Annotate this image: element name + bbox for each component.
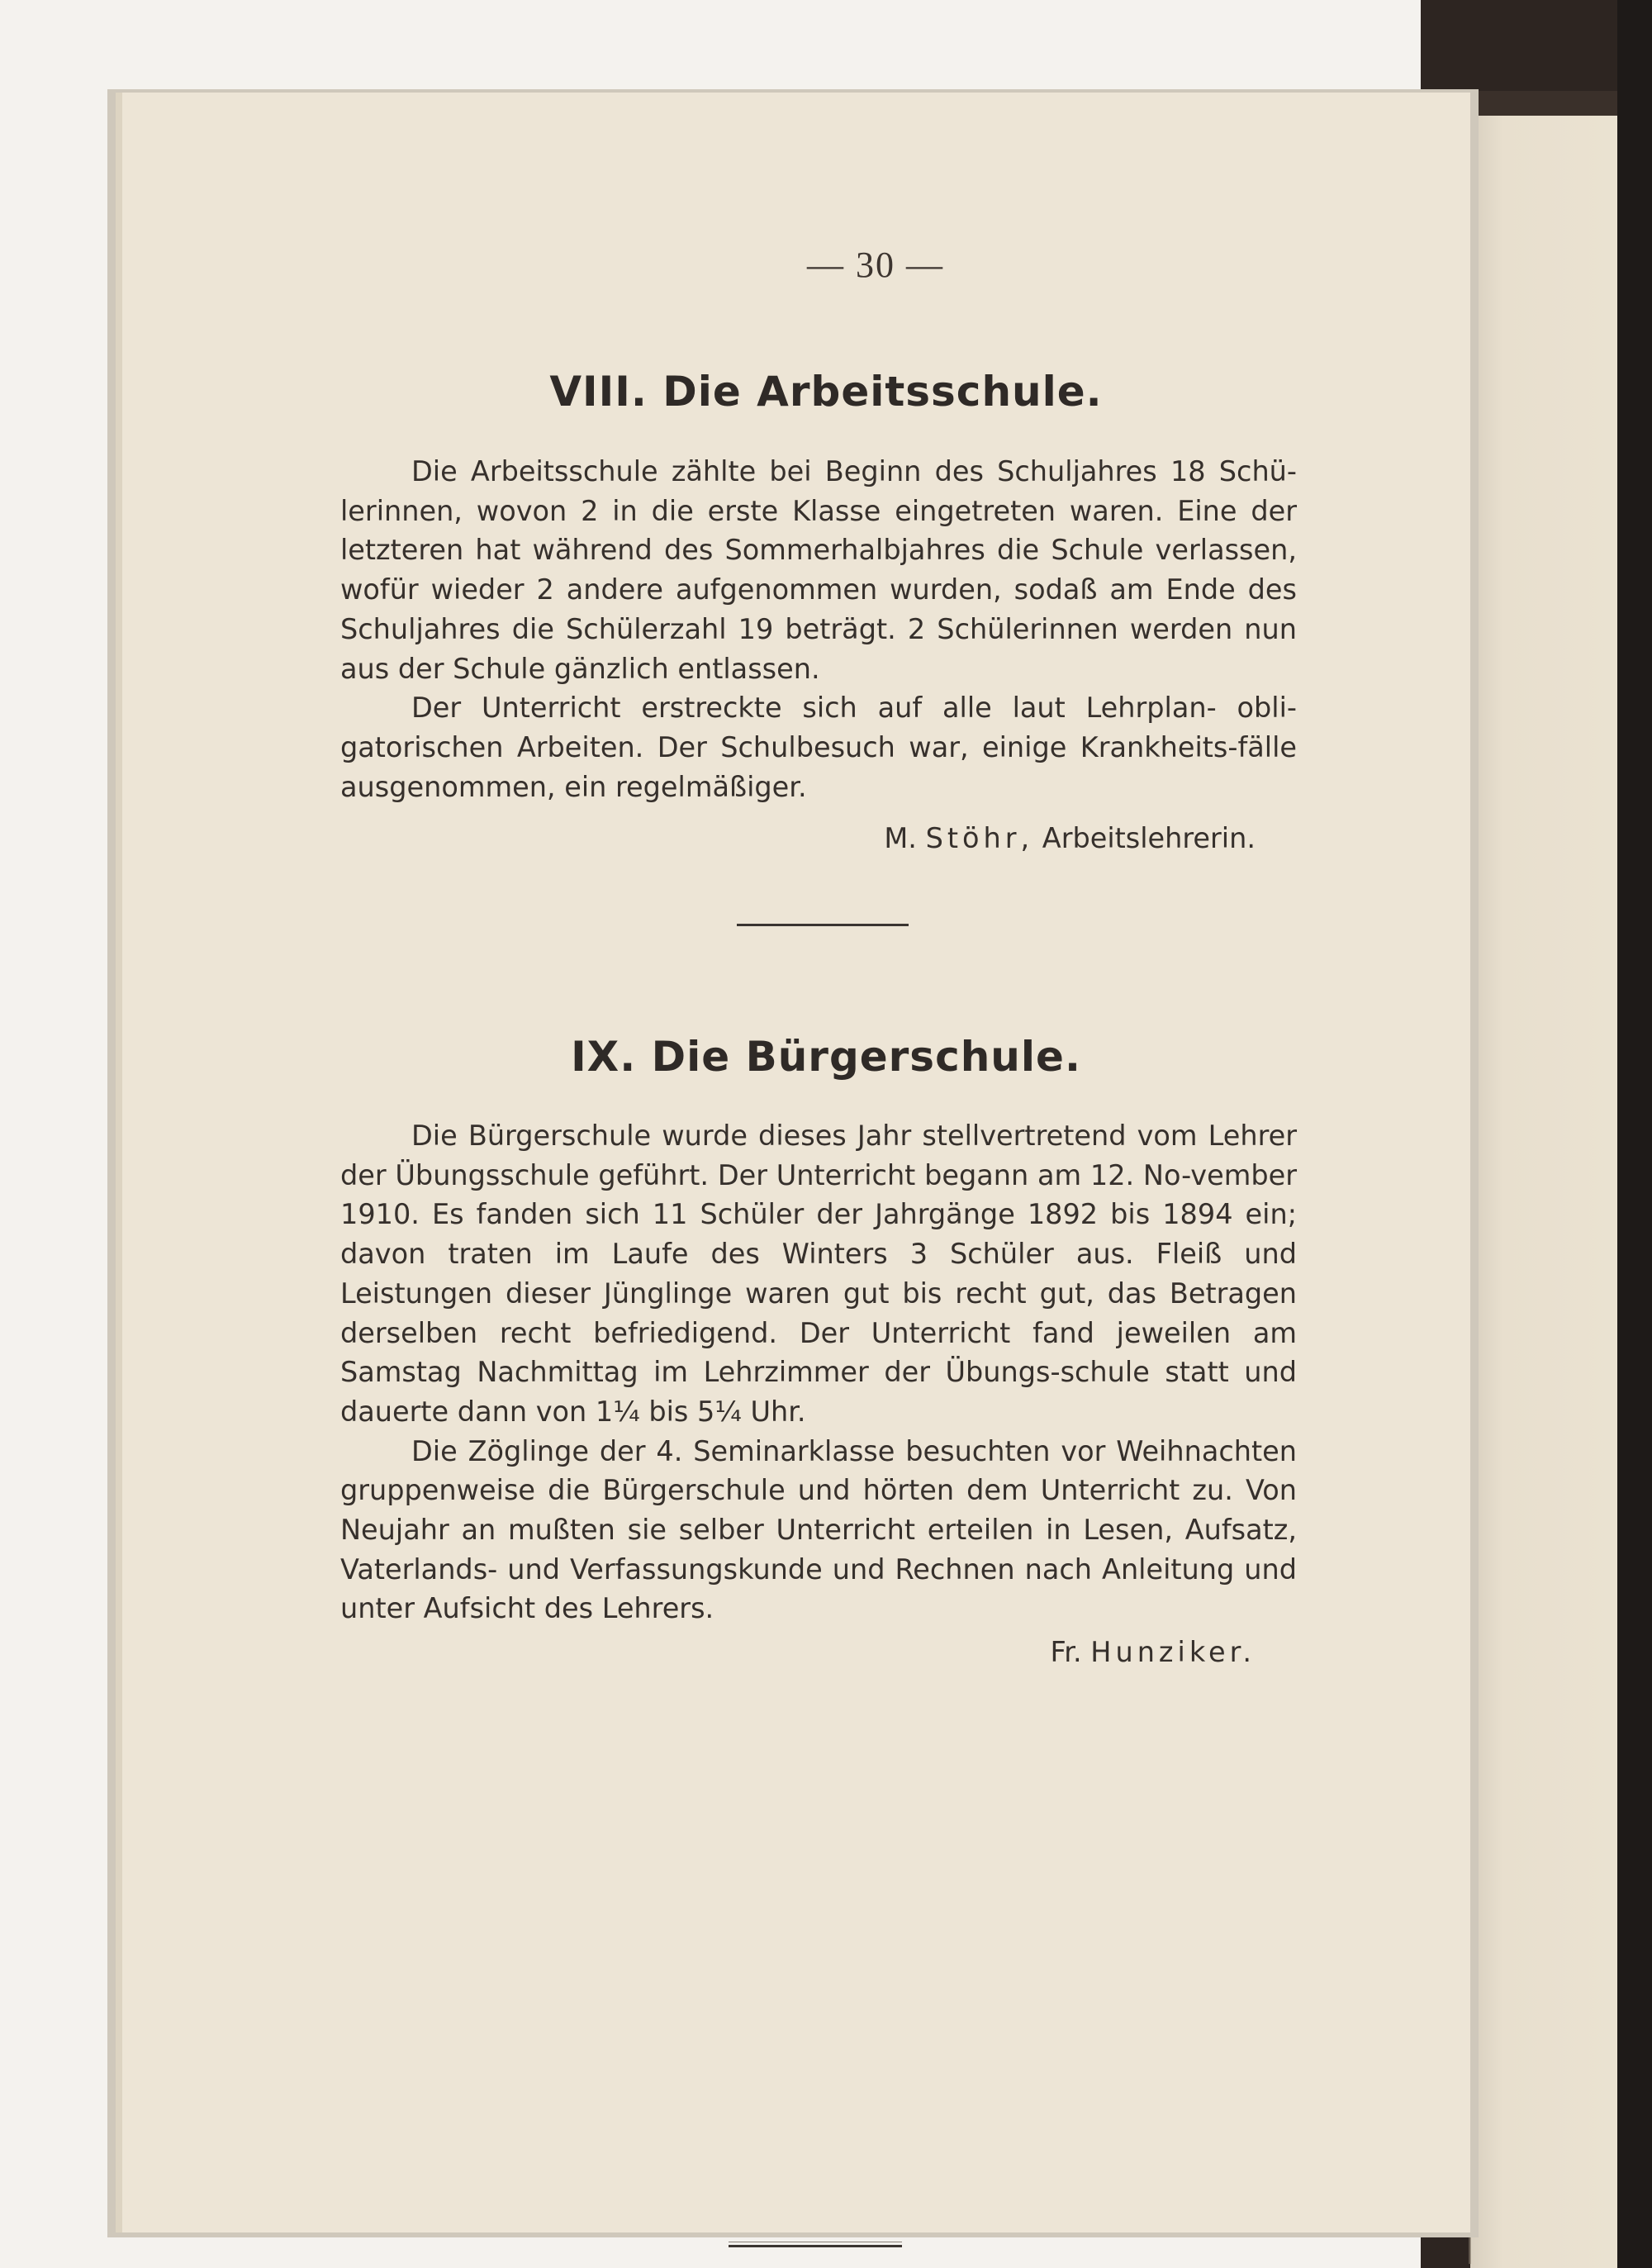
signature-initial: Fr. [1050,1636,1082,1668]
section-title-buergerschule: IX. Die Bürgerschule. [571,1033,1081,1081]
paragraph: Der Unterricht erstreckte sich auf alle laut Lehrplan- obli-gatorischen Arbeiten. Der Schulbesuch war, einige Krankheits-fälle ausgenommen, ein regelmäßiger. [340,692,1297,803]
signature-buergerschule [1050,1636,1256,1668]
signature-name: Hunziker. [1090,1636,1256,1668]
end-divider [729,2245,902,2247]
paragraph: Die Bürgerschule wurde dieses Jahr stellvertretend vom Lehrer der Übungsschule geführt. Der Unterricht begann am 12. No-vember 1910. Es fanden sich 11 Schüler der Jahrgänge 1892 bis 1894 ein; davon traten im Laufe des Winters 3 Schüler aus. Fleiß und Leistungen dieser Jünglinge waren gut bis recht gut, das Betragen derselben recht befriedigend. Der Unterricht fand jeweilen am Samstag Nachmittag im Lehrzimmer der Übungs-schule statt und dauerte dann von 1¼ bis 5¼ Uhr. [340,1120,1297,1428]
section-body-arbeitsschule [340,452,1297,806]
scanner-edge-strip [1617,0,1652,2268]
section-title-arbeitsschule: VIII. Die Arbeitsschule. [549,368,1103,416]
signature-role: Arbeitslehrerin. [1042,822,1256,854]
signature-arbeitsschule [884,822,1256,854]
paragraph: Die Arbeitsschule zählte bei Beginn des Schuljahres 18 Schü-lerinnen, wovon 2 in die erste Klasse eingetreten waren. Eine der letzteren hat während des Sommerhalbjahres die Schule verlassen, wofür wieder 2 andere aufgenommen wurden, sodaß am Ende des Schuljahres die Schülerzahl 19 beträgt. 2 Schülerinnen werden nun aus der Schule gänzlich entlassen. [340,455,1297,685]
section-body-buergerschule [340,1116,1297,1628]
page-number: — 30 — [807,245,944,285]
paragraph: Die Zöglinge der 4. Seminarklasse besuchten vor Weihnachten gruppenweise die Bürgerschule und hörten dem Unterricht zu. Von Neujahr an mußten sie selber Unterricht erteilen in Lesen, Aufsatz, Vaterlands- und Verfassungskunde und Rechnen nach Anleitung und unter Aufsicht des Lehrers. [340,1434,1297,1625]
signature-name: Stöhr, [925,822,1034,854]
signature-initial: M. [884,822,917,854]
section-divider [737,924,909,926]
